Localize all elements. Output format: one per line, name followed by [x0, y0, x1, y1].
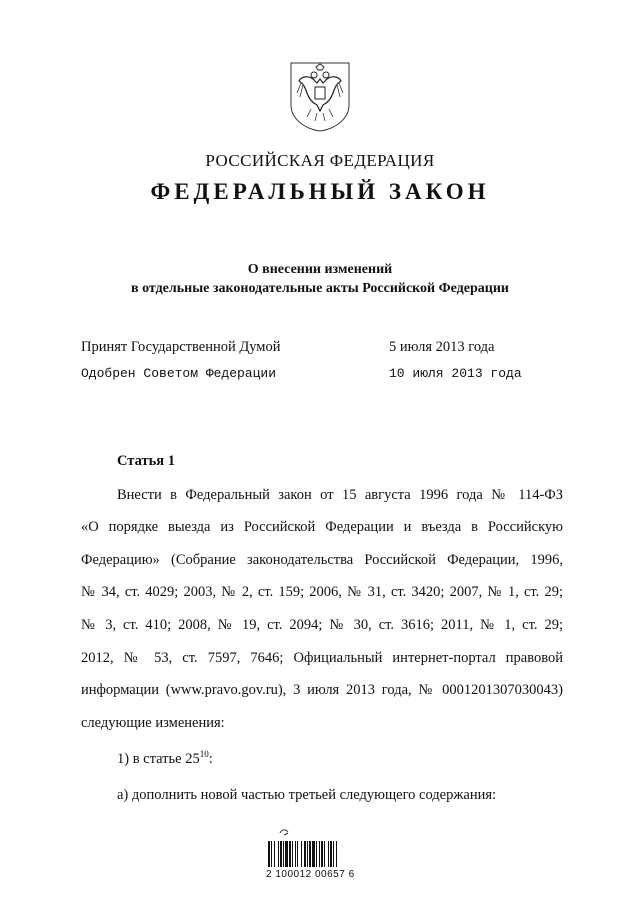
barcode-bar [285, 841, 288, 867]
barcode-bar [280, 841, 282, 867]
barcode-bar [283, 841, 284, 867]
barcode-bar [292, 841, 293, 867]
barcode-bar [297, 841, 298, 867]
paragraph-line: Внести в Федеральный закон от 15 августа 1996 года № 114-ФЗ [117, 487, 563, 503]
paragraph-line: информации (www.pravo.gov.ru), 3 июля 2013 года, № 0001201307030043) [81, 682, 563, 698]
barcode-bar [328, 841, 329, 867]
barcode-number: 2 100012 00657 6 [266, 869, 355, 880]
paragraph-line: «О порядке выезда из Российской Федерации и въезда в Российскую [81, 519, 563, 535]
barcode-bar [330, 841, 332, 867]
item-1 [117, 751, 563, 768]
country-heading: РОССИЙСКАЯ ФЕДЕРАЦИЯ [205, 151, 435, 170]
law-title-line-1: О внесении изменений [247, 262, 393, 277]
barcode-bar [278, 841, 279, 867]
barcode-bar [301, 841, 302, 867]
paragraph-line: 2012, № 53, ст. 7597, 7646; Официальный интернет-портал правовой [81, 650, 563, 666]
barcode-bar [312, 841, 315, 867]
barcode-bar [336, 841, 337, 867]
paragraph-line: № 34, ст. 4029; 2003, № 2, ст. 159; 2006, № 31, ст. 3420; 2007, № 1, ст. 29; [81, 584, 563, 600]
barcode-bar [309, 841, 311, 867]
approved-by-label: Одобрен Советом Федерации [81, 366, 277, 381]
barcode-bar [304, 841, 306, 867]
approved-date: 10 июля 2013 года [389, 366, 522, 381]
barcode-bar [319, 841, 320, 867]
paragraph-line: Федерацию» (Собрание законодательства Российской Федерации, 1996, [81, 552, 563, 568]
barcode-bar [321, 841, 323, 867]
barcode-bar [274, 841, 275, 867]
item-1-colon: : [208, 751, 213, 767]
barcode-bar [289, 841, 291, 867]
item-1-superscript: 10 [199, 749, 209, 760]
item-a: а) дополнить новой частью третьей следующего содержания: [117, 787, 497, 803]
coat-of-arms-emblem [287, 59, 353, 133]
item-1-text: 1) в статье 25 [117, 751, 200, 767]
adopted-by-label: Принят Государственной Думой [81, 339, 281, 355]
law-title-line-2: в отдельные законодательные акты Российской Федерации [131, 281, 509, 296]
document-type-heading: ФЕДЕРАЛЬНЫЙ ЗАКОН [150, 179, 490, 204]
barcode-bar [307, 841, 308, 867]
adopted-date: 5 июля 2013 года [389, 339, 495, 355]
barcode-bar [316, 841, 317, 867]
paragraph-line: № 3, ст. 410; 2008, № 19, ст. 2094; № 30, ст. 3616; 2011, № 1, ст. 29; [81, 617, 563, 633]
barcode-bar [295, 841, 296, 867]
paragraph-line: следующие изменения: [81, 715, 225, 731]
barcode-bar [268, 841, 270, 867]
barcode-bar [324, 841, 325, 867]
barcode-bar [271, 841, 272, 867]
article-heading: Статья 1 [117, 453, 175, 469]
barcode-bar [333, 841, 334, 867]
